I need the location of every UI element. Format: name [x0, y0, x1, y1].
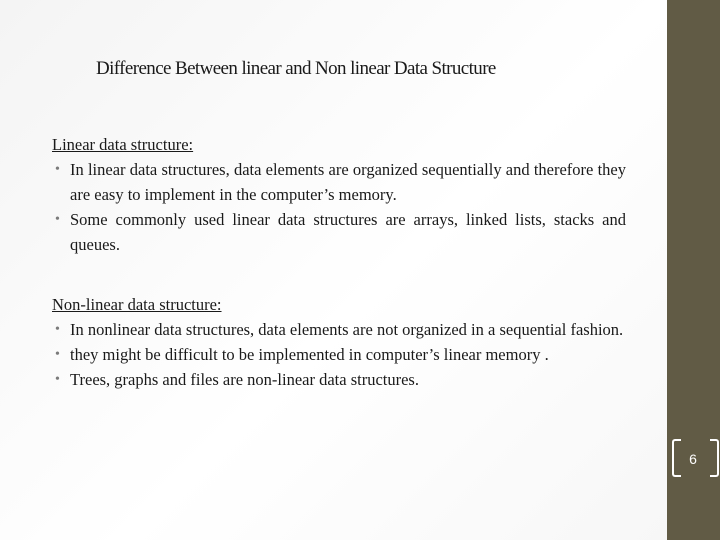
nonlinear-section [52, 292, 626, 392]
bullet-item: • Some commonly used linear data structures are arrays, linked lists, stacks and queues. [52, 207, 626, 257]
page-number-badge [666, 439, 720, 479]
bullet-item: • In linear data structures, data elements are organized sequentially and therefore they are easy to implement in the computer’s memory. [52, 157, 626, 207]
linear-section [52, 132, 626, 257]
nonlinear-bullet-list [52, 317, 626, 392]
page-number: 6 [689, 451, 697, 467]
bullet-item: • In nonlinear data structures, data elements are not organized in a sequential fashion. [52, 317, 626, 342]
linear-heading: Linear data structure: [52, 135, 194, 154]
bullet-item: • Trees, graphs and files are non-linear data structures. [52, 367, 626, 392]
bullet-item: • they might be difficult to be implemented in computer’s linear memory . [52, 342, 626, 367]
slide-title: Difference Between linear and Non linear Data Structure [96, 58, 496, 79]
linear-bullet-list [52, 157, 626, 257]
nonlinear-heading: Non-linear data structure: [52, 295, 222, 314]
